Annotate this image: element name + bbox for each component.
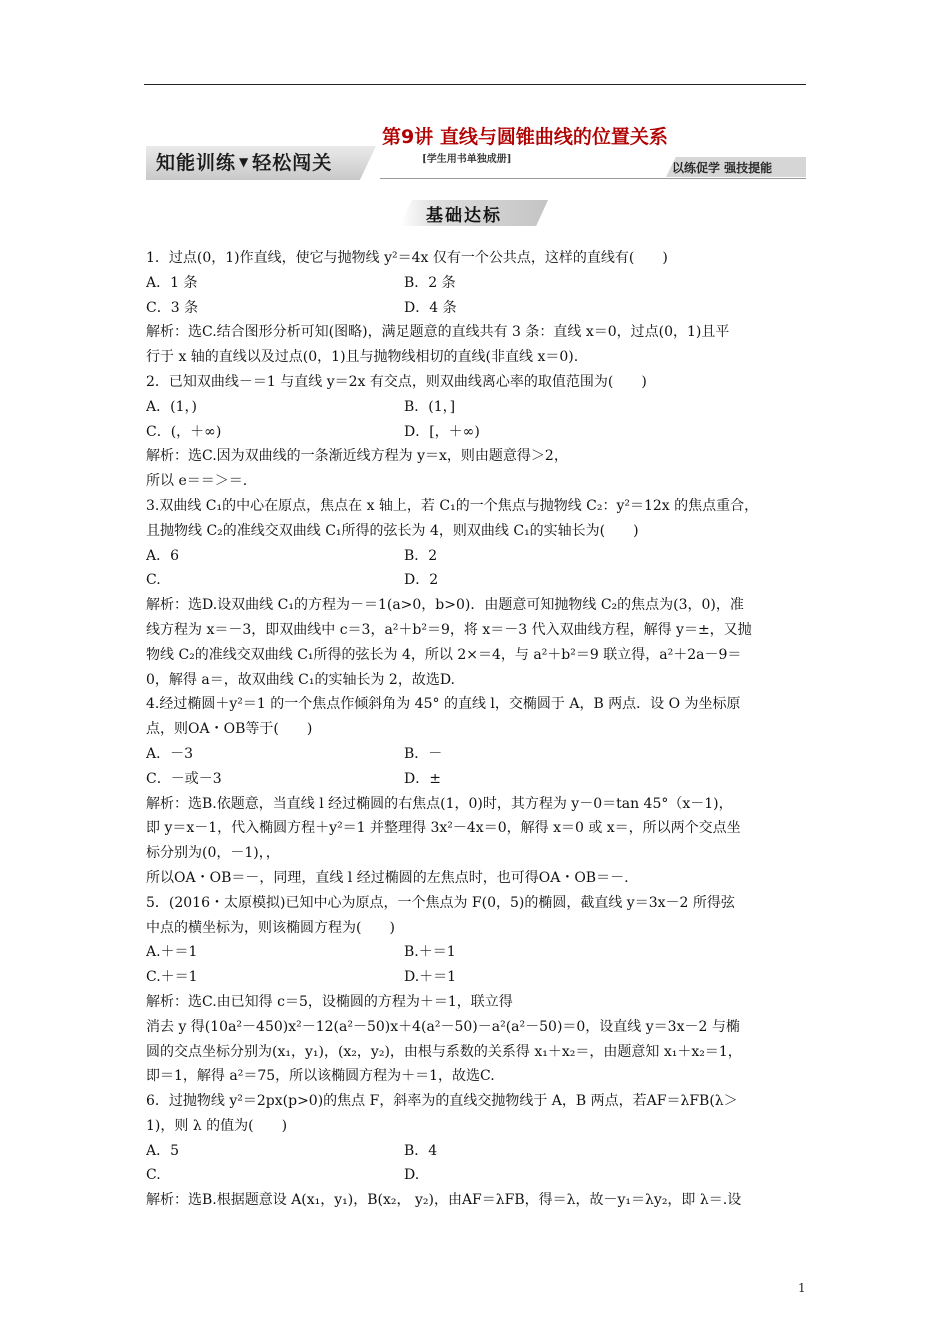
answer-option: A．－3 bbox=[146, 745, 194, 762]
text-line: 6．过抛物线 y²＝2px(p>0)的焦点 F，斜率为的直线交抛物线于 A，B 两点，若AF＝λFB(λ＞ bbox=[146, 1093, 738, 1110]
option-row bbox=[146, 544, 810, 569]
option-row bbox=[146, 271, 810, 296]
banner-left-label: 知能训练 bbox=[156, 152, 237, 174]
text-line: 即＝1，解得 a²＝75，所以该椭圆方程为＋＝1，故选C. bbox=[146, 1068, 495, 1085]
header-rule bbox=[144, 84, 806, 85]
answer-option: B．2 bbox=[404, 547, 438, 564]
answer-option: C．(，＋∞) bbox=[146, 423, 222, 440]
option-row bbox=[146, 395, 810, 420]
option-row bbox=[146, 1139, 810, 1164]
answer-option: C.＋＝1 bbox=[146, 969, 198, 986]
text-line: 行于 x 轴的直线以及过点(0，1)且与抛物线相切的直线(非直线 x＝0). bbox=[146, 349, 579, 366]
text-line: 2．已知双曲线－＝1 与直线 y＝2x 有交点，则双曲线离心率的取值范围为( ) bbox=[146, 373, 647, 390]
answer-option: A．(1，) bbox=[146, 398, 197, 415]
text-line: 0，解得 a＝，故双曲线 C₁的实轴长为 2，故选D. bbox=[146, 671, 456, 688]
chapter-title: 第9讲 直线与圆锥曲线的位置关系 bbox=[382, 126, 668, 148]
answer-option: B．－ bbox=[404, 745, 443, 762]
answer-option: D．[，＋∞) bbox=[404, 423, 480, 440]
option-row bbox=[146, 940, 810, 965]
answer-option: C. bbox=[146, 1167, 161, 1184]
option-row bbox=[146, 767, 810, 792]
answer-option: A．5 bbox=[146, 1142, 180, 1159]
text-line: 5．(2016・太原模拟)已知中心为原点，一个焦点为 F(0，5)的椭圆，截直线 y＝3x－2 所得弦 bbox=[146, 894, 735, 911]
option-row bbox=[146, 1163, 810, 1188]
text-line: 解析：选B.根据题意设 A(x₁，y₁)，B(x₂， y₂)，由AF＝λFB，得＝λ，故－y₁＝λy₂，即 λ＝.设 bbox=[146, 1192, 742, 1209]
text-line: 线方程为 x＝－3，即双曲线中 c＝3，a²＋b²＝9，将 x＝－3 代入双曲线方程，解得 y＝±，又抛 bbox=[146, 621, 752, 638]
text-line: 1)，则 λ 的值为( ) bbox=[146, 1117, 288, 1134]
text-line: 3.双曲线 C₁的中心在原点，焦点在 x 轴上，若 C₁的一个焦点与抛物线 C₂：y²＝12x 的焦点重合， bbox=[146, 497, 759, 514]
text-line: 消去 y 得(10a²－450)x²－12(a²－50)x＋4(a²－50)－a²(a²－50)＝0，设直线 y＝3x－2 与椭 bbox=[146, 1018, 740, 1035]
text-line: 4.经过椭圆＋y²＝1 的一个焦点作倾斜角为 45° 的直线 l，交椭圆于 A，B 两点．设 O 为坐标原 bbox=[146, 696, 741, 713]
text-line: 所以 e＝＝＞＝. bbox=[146, 473, 248, 490]
banner bbox=[156, 148, 332, 175]
answer-option: B．4 bbox=[404, 1142, 438, 1159]
answer-option: D．4 条 bbox=[404, 299, 457, 316]
text-line: 解析：选C.结合图形分析可知(图略)，满足题意的直线共有 3 条：直线 x＝0，过点(0，1)且平 bbox=[146, 324, 730, 341]
answer-option: D．± bbox=[404, 770, 441, 787]
text-line: 物线 C₂的准线交双曲线 C₁所得的弦长为 4，所以 2×＝4，与 a²＋b²＝9 联立得，a²＋2a－9＝ bbox=[146, 646, 742, 663]
text-line: 标分别为(0，－1)，， bbox=[146, 845, 280, 862]
exercise-content bbox=[146, 246, 810, 1213]
answer-option: A．6 bbox=[146, 547, 180, 564]
tagline-rule bbox=[380, 178, 806, 179]
text-line: 所以OA・OB＝－，同理，直线 l 经过椭圆的左焦点时，也可得OA・OB＝－. bbox=[146, 869, 629, 886]
text-line: 解析：选C.因为双曲线的一条渐近线方程为 y＝x，则由题意得＞2， bbox=[146, 448, 568, 465]
text-line: 解析：选B.依题意，当直线 l 经过椭圆的右焦点(1，0)时，其方程为 y－0＝tan 45°（x－1)， bbox=[146, 795, 733, 812]
text-line: 解析：选C.由已知得 c＝5，设椭圆的方程为＋＝1，联立得 bbox=[146, 993, 513, 1010]
answer-option: A．1 条 bbox=[146, 274, 198, 291]
option-row bbox=[146, 742, 810, 767]
text-line: 中点的横坐标为，则该椭圆方程为( ) bbox=[146, 919, 395, 936]
option-row bbox=[146, 965, 810, 990]
answer-option: A.＋＝1 bbox=[146, 944, 198, 961]
answer-option: B.＋＝1 bbox=[404, 944, 456, 961]
section-title: 基础达标 bbox=[426, 206, 502, 226]
banner-note: [学生用书单独成册] bbox=[422, 154, 512, 165]
answer-option: C．3 条 bbox=[146, 299, 199, 316]
page-number: 1 bbox=[798, 1281, 806, 1295]
text-line: 且抛物线 C₂的准线交双曲线 C₁所得的弦长为 4，则双曲线 C₁的实轴长为( ) bbox=[146, 522, 639, 539]
option-row bbox=[146, 420, 810, 445]
banner-right-label: 轻松闯关 bbox=[252, 152, 333, 174]
option-row bbox=[146, 296, 810, 321]
answer-option: D．2 bbox=[404, 572, 439, 589]
answer-option: D.＋＝1 bbox=[404, 969, 457, 986]
answer-option: C. bbox=[146, 572, 161, 589]
text-line: 即 y＝x－1，代入椭圆方程＋y²＝1 并整理得 3x²－4x＝0，解得 x＝0 或 x＝，所以两个交点坐 bbox=[146, 820, 741, 837]
text-line: 圆的交点坐标分别为(x₁，y₁)，(x₂，y₂)，由根与系数的关系得 x₁＋x₂＝，由题意知 x₁＋x₂＝1， bbox=[146, 1043, 742, 1060]
answer-option: B．(1，] bbox=[404, 398, 456, 415]
answer-option: B．2 条 bbox=[404, 274, 456, 291]
triangle-down-icon: ▼ bbox=[239, 155, 250, 169]
answer-option: D. bbox=[404, 1167, 420, 1184]
tagline: 以练促学 强技提能 bbox=[672, 161, 773, 175]
option-row bbox=[146, 568, 810, 593]
text-line: 点，则OA・OB等于( ) bbox=[146, 721, 313, 738]
text-line: 解析：选D.设双曲线 C₁的方程为－＝1(a>0，b>0)．由题意可知抛物线 C₂的焦点为(3，0)，准 bbox=[146, 597, 744, 614]
answer-option: C．－或－3 bbox=[146, 770, 222, 787]
text-line: 1．过点(0，1)作直线，使它与抛物线 y²＝4x 仅有一个公共点，这样的直线有( ) bbox=[146, 250, 668, 266]
